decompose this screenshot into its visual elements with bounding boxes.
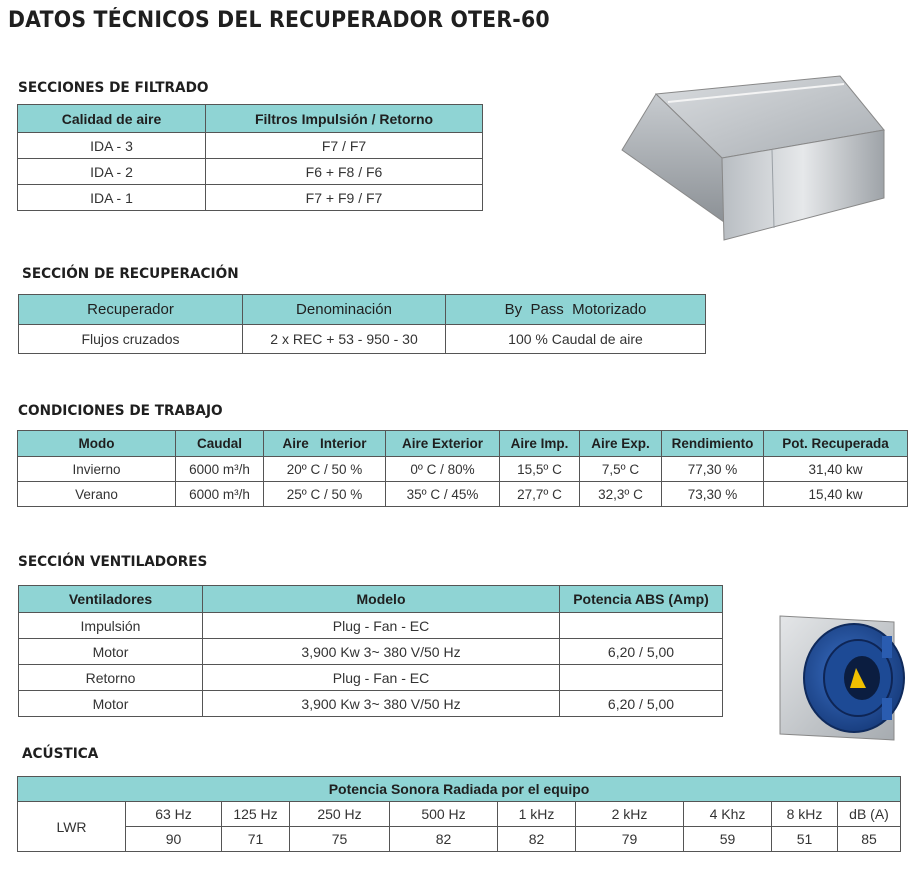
band-value: 79 <box>576 827 684 852</box>
table-cell <box>560 665 723 691</box>
table-cell: IDA - 2 <box>18 159 206 185</box>
band-value: 59 <box>684 827 772 852</box>
band-value: 71 <box>222 827 290 852</box>
filtrado-table <box>17 104 483 211</box>
table-cell: 15,40 kw <box>764 482 908 507</box>
table-cell: 100 % Caudal de aire <box>446 325 706 354</box>
band-label: 2 kHz <box>576 802 684 827</box>
acustica-heading: ACÚSTICA <box>22 746 99 762</box>
band-label: 63 Hz <box>126 802 222 827</box>
table-cell: Plug - Fan - EC <box>203 665 560 691</box>
table-row <box>18 827 901 852</box>
table-cell: IDA - 3 <box>18 133 206 159</box>
band-label: 125 Hz <box>222 802 290 827</box>
col-header: Aire Imp. <box>500 431 580 457</box>
table-row <box>18 802 901 827</box>
table-cell: Verano <box>18 482 176 507</box>
col-header: Ventiladores <box>19 586 203 613</box>
table-cell: F7 + F9 / F7 <box>206 185 483 211</box>
table-cell: 15,5º C <box>500 457 580 482</box>
band-value: 82 <box>498 827 576 852</box>
table-cell: 3,900 Kw 3~ 380 V/50 Hz <box>203 639 560 665</box>
table-cell <box>560 613 723 639</box>
table-header-row <box>18 777 901 802</box>
table-cell: 2 x REC + 53 - 950 - 30 <box>243 325 446 354</box>
table-cell: IDA - 1 <box>18 185 206 211</box>
col-header: Aire Exterior <box>386 431 500 457</box>
plug-fan-image <box>770 612 908 744</box>
table-cell: Plug - Fan - EC <box>203 613 560 639</box>
table-cell: 6000 m³/h <box>176 457 264 482</box>
table-header-row <box>19 586 723 613</box>
col-header: By Pass Motorizado <box>446 295 706 325</box>
band-label: 250 Hz <box>290 802 390 827</box>
table-cell: 6,20 / 5,00 <box>560 691 723 717</box>
table-cell: 6,20 / 5,00 <box>560 639 723 665</box>
col-header: Rendimiento <box>662 431 764 457</box>
table-cell: 77,30 % <box>662 457 764 482</box>
table-row-label: LWR <box>18 802 126 852</box>
table-cell: 3,900 Kw 3~ 380 V/50 Hz <box>203 691 560 717</box>
trabajo-heading: CONDICIONES DE TRABAJO <box>18 403 223 419</box>
col-header: Aire Exp. <box>580 431 662 457</box>
trabajo-table <box>17 430 908 507</box>
band-value: 75 <box>290 827 390 852</box>
table-row <box>18 457 908 482</box>
band-label: 1 kHz <box>498 802 576 827</box>
table-cell: 32,3º C <box>580 482 662 507</box>
col-header: Potencia ABS (Amp) <box>560 586 723 613</box>
band-label: 4 Khz <box>684 802 772 827</box>
table-cell: F6 + F8 / F6 <box>206 159 483 185</box>
acustica-table <box>17 776 901 852</box>
ventiladores-table <box>18 585 723 717</box>
table-header-row <box>19 295 706 325</box>
band-value: 51 <box>772 827 838 852</box>
table-cell: 73,30 % <box>662 482 764 507</box>
table-row <box>18 159 483 185</box>
table-row <box>19 613 723 639</box>
filtrado-heading: SECCIONES DE FILTRADO <box>18 80 209 96</box>
table-cell: Flujos cruzados <box>19 325 243 354</box>
table-cell: 7,5º C <box>580 457 662 482</box>
acustica-banner: Potencia Sonora Radiada por el equipo <box>18 777 901 802</box>
col-header: Recuperador <box>19 295 243 325</box>
band-value: 82 <box>390 827 498 852</box>
recuperacion-table <box>18 294 706 354</box>
table-cell: F7 / F7 <box>206 133 483 159</box>
table-cell: 31,40 kw <box>764 457 908 482</box>
col-header: Pot. Recuperada <box>764 431 908 457</box>
col-header: Denominación <box>243 295 446 325</box>
band-label: 8 kHz <box>772 802 838 827</box>
table-cell: Motor <box>19 639 203 665</box>
table-row <box>18 133 483 159</box>
recuperacion-heading: SECCIÓN DE RECUPERACIÓN <box>22 266 239 282</box>
table-cell: 27,7º C <box>500 482 580 507</box>
col-header: Modo <box>18 431 176 457</box>
table-cell: Invierno <box>18 457 176 482</box>
table-cell: 35º C / 45% <box>386 482 500 507</box>
table-cell: Motor <box>19 691 203 717</box>
table-row <box>19 691 723 717</box>
col-header: Aire Interior <box>264 431 386 457</box>
table-cell: 25º C / 50 % <box>264 482 386 507</box>
col-header: Caudal <box>176 431 264 457</box>
table-cell: Retorno <box>19 665 203 691</box>
table-row <box>18 482 908 507</box>
table-row <box>18 185 483 211</box>
page-title: DATOS TÉCNICOS DEL RECUPERADOR OTER-60 <box>8 8 550 33</box>
table-header-row <box>18 105 483 133</box>
band-label: 500 Hz <box>390 802 498 827</box>
band-label: dB (A) <box>838 802 901 827</box>
col-header: Filtros Impulsión / Retorno <box>206 105 483 133</box>
band-value: 85 <box>838 827 901 852</box>
table-row <box>19 639 723 665</box>
band-value: 90 <box>126 827 222 852</box>
ventiladores-heading: SECCIÓN VENTILADORES <box>18 554 208 570</box>
col-header: Calidad de aire <box>18 105 206 133</box>
table-header-row <box>18 431 908 457</box>
table-row <box>19 325 706 354</box>
col-header: Modelo <box>203 586 560 613</box>
table-cell: 20º C / 50 % <box>264 457 386 482</box>
recuperador-unit-image <box>612 72 892 244</box>
table-cell: 6000 m³/h <box>176 482 264 507</box>
table-cell: 0º C / 80% <box>386 457 500 482</box>
table-cell: Impulsión <box>19 613 203 639</box>
table-row <box>19 665 723 691</box>
